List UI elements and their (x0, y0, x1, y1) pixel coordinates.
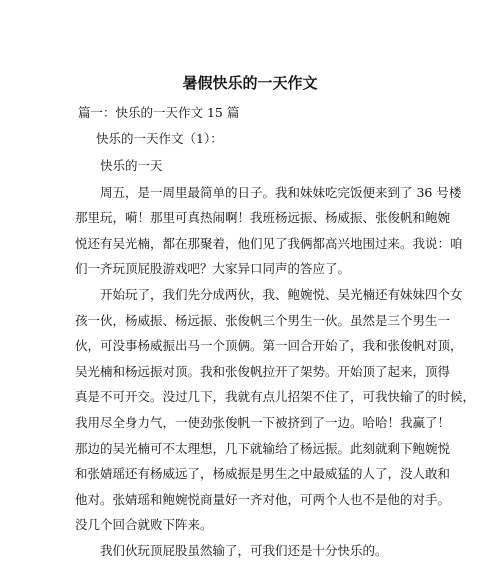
text-line: 伙，可没事杨威振出马一个顶俩。第一回合开始了，我和张俊帆对顶， (75, 338, 463, 353)
text-line: 篇一：快乐的一天作文 15 篇 (78, 105, 240, 120)
text-line: 他对。张婧瑶和鲍婉悦商量好一齐对他，可两个人也不是他的对手。 (75, 492, 451, 507)
text-line: 我们伙玩顶屁股虽然输了，可我们还是十分快乐的。 (100, 543, 388, 558)
document-title: 暑假快乐的一天作文 (182, 74, 318, 92)
text-line: 快乐的一天 (100, 158, 163, 173)
text-line: 开始玩了，我们先分成两伙，我、鲍婉悦、吴光楠还有妹妹四个女 (100, 287, 463, 302)
text-line: 那边的吴光楠可不太理想，几下就输给了杨远振。此刻就剩下鲍婉悦 (75, 441, 451, 456)
text-line: 那里玩，嗬！那里可真热闹啊！我班杨远振、杨威振、张俊帆和鲍婉 (75, 210, 451, 225)
text-line: 们一齐玩顶屁股游戏吧？大家异口同声的答应了。 (75, 261, 351, 276)
text-line: 和张婧瑶还有杨威远了，杨威振是男生之中最威猛的人了，没人敢和 (75, 466, 451, 481)
text-line: 快乐的一天作文（1）： (96, 131, 223, 146)
text-line: 没几个回合就败下阵来。 (75, 517, 213, 532)
text-line: 真是不可开交。没过几下，我就有点儿招架不住了，可我快输了的时候， (75, 389, 476, 404)
text-line: 吴光楠和杨远振对顶。我和张俊帆拉开了架势。开始顶了起来，顶得 (75, 364, 451, 379)
text-line: 我用尽全身力气，一使劲张俊帆一下被挤到了一边。哈哈！我赢了！ (75, 415, 451, 430)
text-line: 周五，是一周里最简单的日子。我和妹妹吃完饭便来到了 36 号楼 (100, 185, 462, 200)
text-line: 悦还有吴光楠，都在那聚着，他们见了我俩都高兴地围过来。我说：咱 (75, 236, 463, 251)
text-line: 孩一伙，杨威振、杨远振、张俊帆三个男生一伙。虽然是三个男生一 (75, 313, 451, 328)
